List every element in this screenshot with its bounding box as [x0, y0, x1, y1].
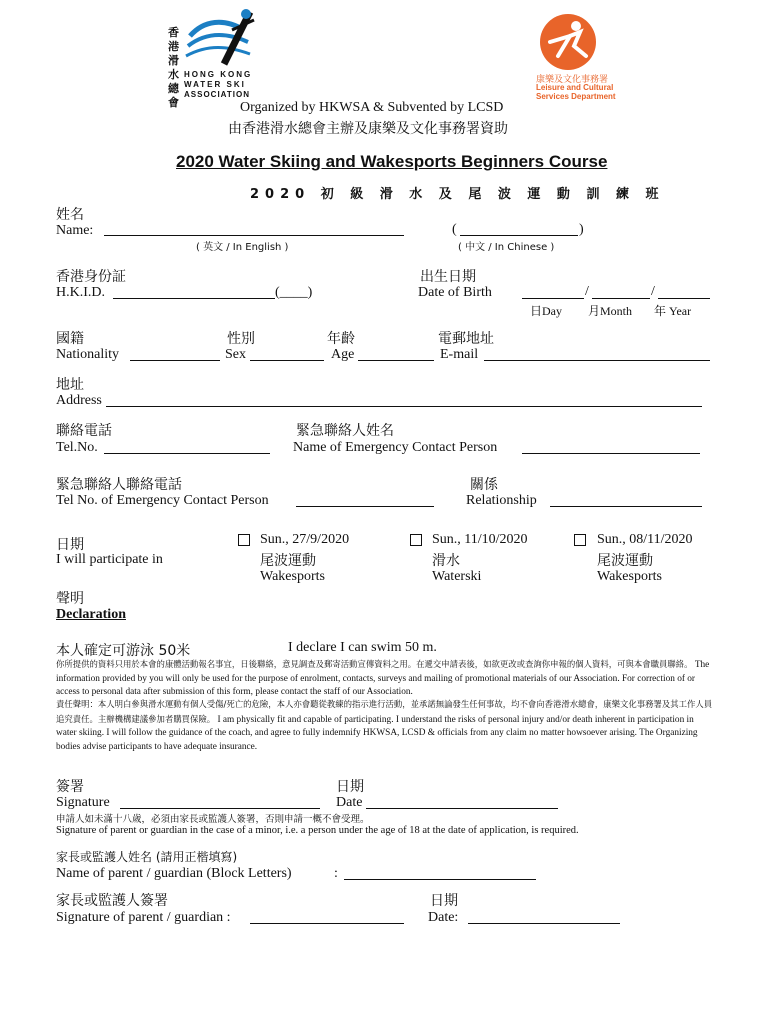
- dob-separator: /: [651, 284, 655, 299]
- minor-notice-zh: 申請人如未滿十八歲，必須由家長或監護人簽署，否則申請一概不會受理。: [56, 814, 370, 825]
- participate-label: I will participate in: [56, 552, 163, 567]
- nationality-label-zh: 國籍: [56, 331, 84, 347]
- relationship-label: Relationship: [466, 493, 537, 508]
- privacy-statement-en: The information provided by you will only be used for the purpose of enrolment, contacts, surveys and mailing of promotional materials of our Association. For correction of or access to personal data after submission of this form, please contact the staff of our Association.: [56, 660, 710, 697]
- address-label-zh: 地址: [56, 377, 84, 393]
- emergency-tel-label: Tel No. of Emergency Contact Person: [56, 493, 269, 508]
- guardian-name-colon: :: [334, 866, 338, 881]
- hkwsa-english-line3: ASSOCIATION: [184, 90, 250, 99]
- guardian-date-label: Date:: [428, 910, 459, 925]
- email-label: E-mail: [440, 347, 479, 362]
- hint-chinese: ( 中文 / In Chinese ): [458, 242, 555, 253]
- dob-separator: /: [585, 284, 589, 299]
- session-2-date: Sun., 11/10/2020: [432, 532, 528, 547]
- tel-field[interactable]: [104, 453, 270, 454]
- address-field[interactable]: [106, 406, 702, 407]
- relationship-field[interactable]: [550, 506, 702, 507]
- hkwsa-chinese-name: 香港滑水總會: [168, 26, 179, 109]
- session-3-checkbox[interactable]: [574, 534, 586, 546]
- age-label-zh: 年齡: [327, 331, 355, 347]
- guardian-sign-label: Signature of parent / guardian :: [56, 910, 231, 925]
- guardian-name-label: Name of parent / guardian (Block Letters): [56, 866, 292, 881]
- session-1-type: Wakesports: [260, 569, 325, 584]
- name-chinese-field[interactable]: [460, 235, 578, 236]
- name-label-zh: 姓名: [56, 207, 84, 223]
- session-3-date: Sun., 08/11/2020: [597, 532, 693, 547]
- name-label: Name:: [56, 223, 94, 238]
- sex-label-zh: 性別: [227, 331, 255, 347]
- emergency-name-field[interactable]: [522, 453, 700, 454]
- guardian-name-label-zh: 家長或監護人姓名 (請用正楷填寫): [56, 850, 238, 864]
- lcsd-emblem-icon: [536, 12, 600, 72]
- sex-field[interactable]: [250, 360, 324, 361]
- sign-date-label-zh: 日期: [336, 779, 364, 795]
- hkwsa-english-line2: WATER SKI: [184, 80, 246, 89]
- swim-declaration: I declare I can swim 50 m.: [288, 640, 437, 655]
- liability-statement-zh: 責任聲明：本人明白參與滑水運動有個人受傷/死亡的危險，本人亦會聽從教練的指示進行活動，並承諾無論發生任何事故，均不會向香港滑水總會，康樂文化事務署及其工作人員追究責任。主辦機構建議參加者購買保險。: [56, 699, 713, 724]
- dob-label: Date of Birth: [418, 285, 492, 300]
- sign-date-field[interactable]: [366, 808, 558, 809]
- liability-statement: [56, 698, 716, 754]
- email-label-zh: 電郵地址: [438, 331, 494, 347]
- hkid-label: H.K.I.D.: [56, 285, 105, 300]
- minor-notice: Signature of parent or guardian in the case of a minor, i.e. a person under the age of 18 at the date of application, is required.: [56, 825, 579, 836]
- hkwsa-logo: [160, 8, 260, 109]
- nationality-field[interactable]: [130, 360, 220, 361]
- dob-year-field[interactable]: [658, 298, 710, 299]
- emergency-name-label-zh: 緊急聯絡人姓名: [296, 423, 394, 439]
- dob-month-hint: 月Month: [588, 304, 633, 318]
- name-open-paren: (: [452, 222, 457, 237]
- emergency-tel-field[interactable]: [296, 506, 434, 507]
- session-2-checkbox[interactable]: [410, 534, 422, 546]
- hkwsa-english-line1: HONG KONG: [184, 70, 253, 79]
- dob-day-field[interactable]: [522, 298, 584, 299]
- session-3-type: Wakesports: [597, 569, 662, 584]
- signature-field[interactable]: [120, 808, 320, 809]
- guardian-date-field[interactable]: [468, 923, 620, 924]
- signature-label: Signature: [56, 795, 110, 810]
- privacy-statement-zh: 你所提供的資料只用於本會的康體活動報名事宜，日後聯絡，意見調查及郵寄活動宣傳資料之用。在遞交申請表後，如欲更改或查詢你申報的個人資料，可與本會職員聯絡。: [56, 659, 693, 669]
- lcsd-chinese-name: 康樂及文化事務署: [536, 75, 609, 85]
- address-label: Address: [56, 393, 102, 408]
- hint-english: ( 英文 / In English ): [196, 242, 289, 253]
- organized-by-english: Organized by HKWSA & Subvented by LCSD: [240, 100, 504, 115]
- name-english-field[interactable]: [104, 235, 404, 236]
- dob-label-zh: 出生日期: [420, 269, 476, 285]
- hkid-label-zh: 香港身份証: [56, 269, 126, 285]
- age-field[interactable]: [358, 360, 434, 361]
- signature-label-zh: 簽署: [56, 779, 84, 795]
- emergency-name-label: Name of Emergency Contact Person: [293, 440, 498, 455]
- session-1-date: Sun., 27/9/2020: [260, 532, 350, 547]
- privacy-statement: [56, 658, 716, 700]
- tel-label: Tel.No.: [56, 440, 98, 455]
- swim-declaration-zh: 本人確定可游泳 50米: [56, 643, 191, 659]
- page-title: 2020 Water Skiing and Wakesports Beginners Course: [176, 152, 608, 171]
- dob-year-hint: 年 Year: [654, 304, 692, 318]
- participate-label-zh: 日期: [56, 537, 84, 553]
- emergency-tel-label-zh: 緊急聯絡人聯絡電話: [56, 477, 182, 493]
- water-ski-emblem-icon: [184, 8, 262, 68]
- age-label: Age: [331, 347, 355, 362]
- lcsd-english-line1: Leisure and Cultural: [536, 83, 614, 92]
- session-1-checkbox[interactable]: [238, 534, 250, 546]
- sign-date-label: Date: [336, 795, 363, 810]
- nationality-label: Nationality: [56, 347, 119, 362]
- declaration-heading: Declaration: [56, 607, 126, 622]
- hkid-field[interactable]: [113, 298, 275, 299]
- lcsd-logo: [530, 12, 640, 104]
- session-1-type-zh: 尾波運動: [260, 553, 316, 569]
- lcsd-english-line2: Services Department: [536, 92, 616, 101]
- liability-statement-en: I am physically fit and capable of participating. I understand the risks of personal injury and/or death inherent in participation in water skiing. I will follow the guidance of the coach, and agree to fully indemnify HKWSA, LCSD & officials from any claim no matter howsoever arising. The Organizing bodies advise participants to have adequate insurance.: [56, 714, 698, 752]
- guardian-sign-label-zh: 家長或監護人簽署: [56, 893, 168, 909]
- page-subtitle: 2020 初 級 滑 水 及 尾 波 運 動 訓 練 班: [250, 187, 665, 202]
- session-2-type-zh: 滑水: [432, 553, 460, 569]
- sex-label: Sex: [225, 347, 246, 362]
- email-field[interactable]: [484, 360, 710, 361]
- guardian-name-field[interactable]: [344, 879, 536, 880]
- relationship-label-zh: 關係: [470, 477, 498, 493]
- organized-by-chinese: 由香港滑水總會主辦及康樂及文化事務署資助: [228, 121, 508, 137]
- hkid-check-digit-field[interactable]: (____): [275, 285, 313, 300]
- session-2-type: Waterski: [432, 569, 482, 584]
- guardian-sign-field[interactable]: [250, 923, 404, 924]
- tel-label-zh: 聯絡電話: [56, 423, 112, 439]
- name-close-paren: ): [579, 222, 584, 237]
- session-3-type-zh: 尾波運動: [597, 553, 653, 569]
- guardian-date-label-zh: 日期: [430, 893, 458, 909]
- dob-day-hint: 日Day: [530, 304, 562, 318]
- declaration-heading-zh: 聲明: [56, 591, 84, 607]
- dob-month-field[interactable]: [592, 298, 650, 299]
